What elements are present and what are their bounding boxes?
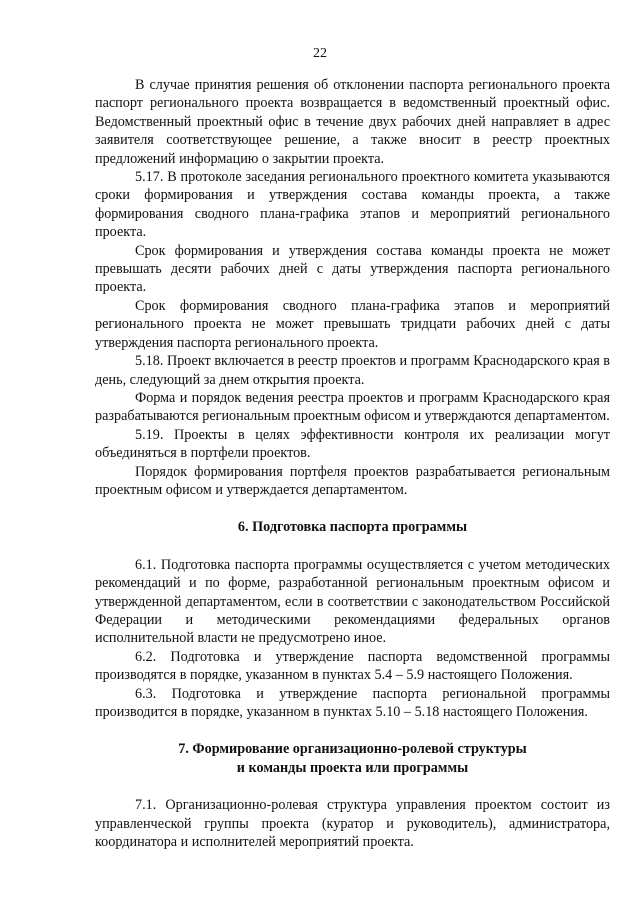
paragraph-5-19: 5.19. Проекты в целях эффективности контроля их реализации могут объединяться в портфели проектов. bbox=[95, 426, 610, 462]
section-7-heading bbox=[95, 740, 610, 777]
paragraph-5-17: 5.17. В протоколе заседания регионального проектного комитета указываются сроки формирования и утверждения состава команды проекта, а также формирования сводного плана-графика этапов и мероприятий регионального проекта. bbox=[95, 169, 610, 241]
paragraph: В случае принятия решения об отклонении паспорта регионального проекта паспорт регионального проекта возвращается в ведомственный проектный офис. Ведомственный проектный офис в течение двух рабочих дней направляет в адрес заявителя соответствующее решение, а также вносит в реестр проектных предложений информацию о закрытии проекта. bbox=[95, 77, 610, 167]
paragraph-7-1: 7.1. Организационно-ролевая структура управления проектом состоит из управленческой группы проекта (куратор и руководитель), администратора, координатора и исполнителей мероприятий проекта. bbox=[95, 797, 610, 851]
section-7-heading-line2: и команды проекта или программы bbox=[236, 759, 469, 776]
paragraph: Срок формирования сводного плана-графика этапов и мероприятий регионального проекта не может превышать тридцати рабочих дней с даты утверждения паспорта регионального проекта. bbox=[95, 297, 610, 351]
paragraph-6-2: 6.2. Подготовка и утверждение паспорта ведомственной программы производятся в порядке, указанном в пунктах 5.4 – 5.9 настоящего Положения. bbox=[95, 648, 610, 684]
section-6-heading: 6. Подготовка паспорта программы bbox=[237, 519, 468, 536]
paragraph-6-1: 6.1. Подготовка паспорта программы осуществляется с учетом методических рекомендаций и по форме, разработанной региональным проектным офисом и утвержденной департаментом, если в соответствии с законодательством Российской Федерации и методическими рекомендациями федеральных органов исполнительной власти не предусмотрено иное. bbox=[95, 556, 610, 647]
paragraph: Порядок формирования портфеля проектов разрабатывается региональным проектным офисом и утверждается департаментом. bbox=[95, 463, 610, 498]
document-body bbox=[95, 76, 610, 851]
paragraph: Срок формирования и утверждения состава команды проекта не может превышать десяти рабочих дней с даты утверждения паспорта регионального проекта. bbox=[95, 242, 610, 296]
paragraph: Форма и порядок ведения реестра проектов и программ Краснодарского края разрабатываются региональным проектным офисом и утверждаются департаментом. bbox=[95, 389, 610, 425]
paragraph-6-3: 6.3. Подготовка и утверждение паспорта региональной программы производится в порядке, указанном в пунктах 5.10 – 5.18 настоящего Положения. bbox=[95, 685, 610, 720]
paragraph-5-18: 5.18. Проект включается в реестр проектов и программ Краснодарского края в день, следующий за днем открытия проекта. bbox=[95, 353, 610, 388]
section-7-heading-line1: 7. Формирование организационно-ролевой структуры bbox=[178, 741, 527, 758]
page-number: 22 bbox=[313, 46, 327, 61]
